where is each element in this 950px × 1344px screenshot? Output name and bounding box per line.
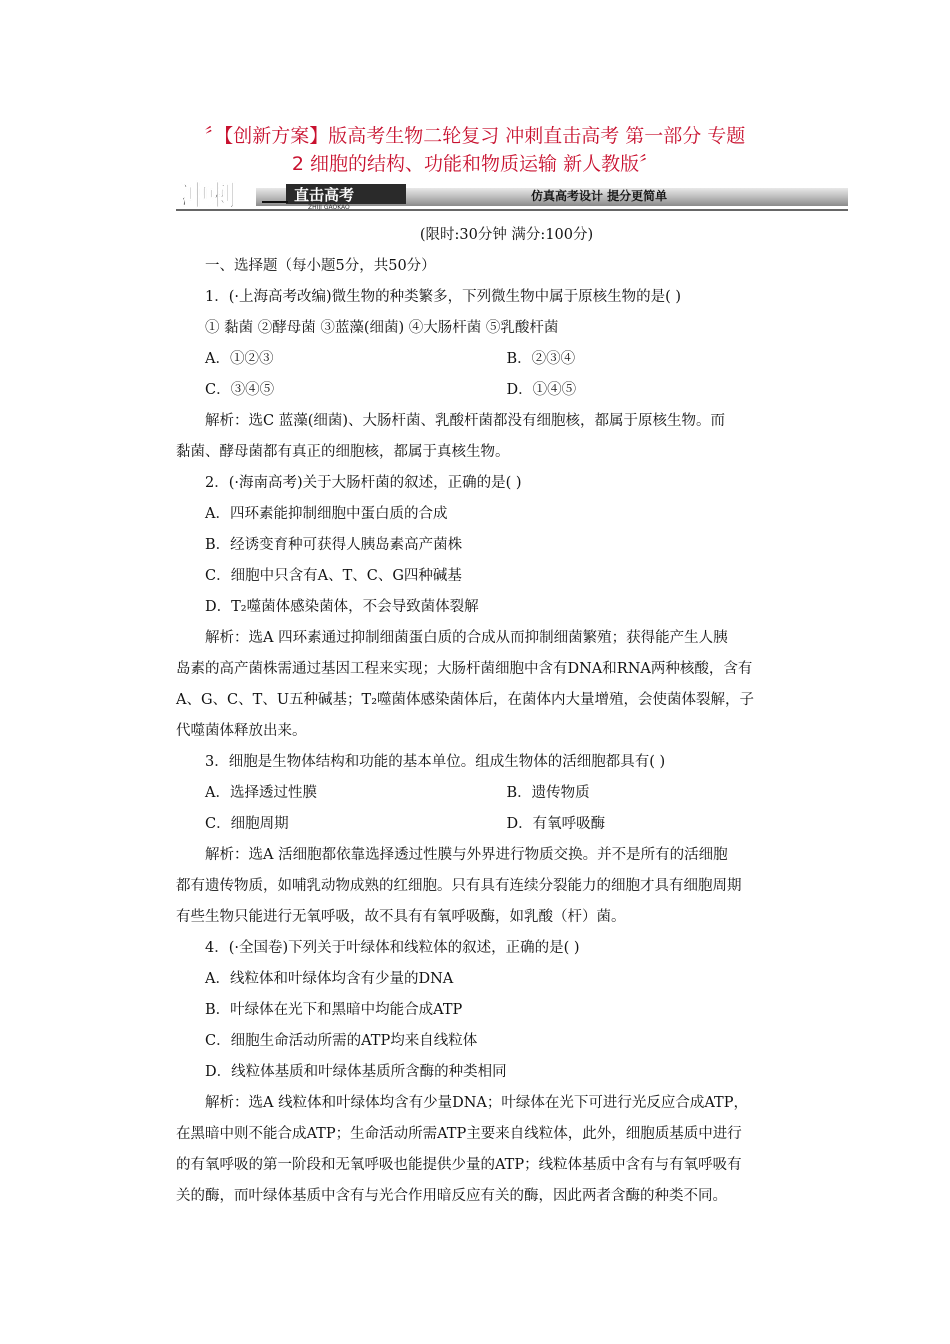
answer-line: 关的酶，而叶绿体基质中含有与光合作用暗反应有关的酶，因此两者含酶的种类不同。 <box>176 1188 727 1204</box>
question-items: ① 黏菌 ②酵母菌 ③蓝藻(细菌) ④大肠杆菌 ⑤乳酸杆菌 <box>205 320 559 336</box>
answer-line: 解析：选C 蓝藻(细菌)、大肠杆菌、乳酸杆菌都没有细胞核，都属于原核生物。而 <box>205 413 726 429</box>
answer-line: 有些生物只能进行无氧呼吸，故不具有有氧呼吸酶，如乳酸（杆）菌。 <box>176 909 626 925</box>
banner-pinyin: ZHIJI GAOKAO <box>308 204 350 211</box>
answer-line: 解析：选A 线粒体和叶绿体均含有少量DNA；叶绿体在光下可进行光反应合成ATP， <box>205 1095 748 1111</box>
option-a: A．线粒体和叶绿体均含有少量的DNA <box>205 971 454 987</box>
content <box>176 220 808 1212</box>
answer-line: 解析：选A 活细胞都依靠选择透过性膜与外界进行物质交换。并不是所有的活细胞 <box>205 847 728 863</box>
option-a: A．①②③ <box>205 351 274 367</box>
option-d: D．线粒体基质和叶绿体基质所含酶的种类相同 <box>205 1064 507 1080</box>
option-d: D．T₂噬菌体感染菌体，不会导致菌体裂解 <box>205 599 479 615</box>
question-3 <box>176 747 808 933</box>
time-limit: (限时:30分钟 满分:100分) <box>419 227 594 243</box>
question-stem: 4．(·全国卷)下列关于叶绿体和线粒体的叙述，正确的是( ) <box>205 940 580 956</box>
option-c: C．细胞中只含有A、T、C、G四种碱基 <box>205 568 462 584</box>
option-d: D．①④⑤ <box>506 382 577 398</box>
option-c: C．细胞生命活动所需的ATP均来自线粒体 <box>205 1033 478 1049</box>
option-b: B．遗传物质 <box>506 785 590 801</box>
section-banner <box>176 180 848 212</box>
banner-graphic <box>176 180 848 212</box>
answer-line: 岛素的高产菌株需通过基因工程来实现；大肠杆菌细胞中含有DNA和RNA两种核酸，含有 <box>176 661 753 677</box>
option-c: C．细胞周期 <box>205 816 289 832</box>
document-title <box>120 122 830 178</box>
question-4 <box>176 933 808 1212</box>
question-1 <box>176 282 808 468</box>
answer-line: 都有遗传物质，如哺乳动物成熟的红细胞。只有具有连续分裂能力的细胞才具有细胞周期 <box>176 878 742 894</box>
option-d: D．有氧呼吸酶 <box>506 816 606 832</box>
question-stem: 1．(·上海高考改编)微生物的种类繁多，下列微生物中属于原核生物的是( ) <box>205 289 682 305</box>
banner-sub-text: 直击高考 <box>294 186 355 204</box>
answer-line: 在黑暗中则不能合成ATP；生命活动所需ATP主要来自线粒体，此外，细胞质基质中进行 <box>176 1126 742 1142</box>
option-b: B．叶绿体在光下和黑暗中均能合成ATP <box>205 1002 463 1018</box>
answer-line: 代噬菌体释放出来。 <box>176 723 307 739</box>
answer-line: 黏菌、酵母菌都有真正的细胞核，都属于真核生物。 <box>176 444 510 460</box>
question-2 <box>176 468 808 747</box>
option-row <box>176 809 808 840</box>
option-b: B．经诱变育种可获得人胰岛素高产菌株 <box>205 537 463 553</box>
answer-line: 解析：选A 四环素通过抑制细菌蛋白质的合成从而抑制细菌繁殖；获得能产生人胰 <box>205 630 728 646</box>
banner-main-text: 冲刺 <box>180 180 237 212</box>
question-stem: 3．细胞是生物体结构和功能的基本单位。组成生物体的活细胞都具有( ) <box>205 754 666 770</box>
title-line-2: 2 细胞的结构、功能和物质运输 新人教版〞 <box>291 153 659 175</box>
option-row <box>176 344 808 375</box>
option-b: B．②③④ <box>506 351 576 367</box>
answer-line: A、G、C、T、U五种碱基；T₂噬菌体感染菌体后，在菌体内大量增殖，会使菌体裂解，子 <box>176 692 755 708</box>
option-row <box>176 375 808 406</box>
title-line-1: 〞【创新方案】版高考生物二轮复习 冲刺直击高考 第一部分 专题 <box>204 125 746 147</box>
answer-line: 的有氧呼吸的第一阶段和无氧呼吸也能提供少量的ATP；线粒体基质中含有与有氧呼吸有 <box>176 1157 742 1173</box>
question-stem: 2．(·海南高考)关于大肠杆菌的叙述，正确的是( ) <box>205 475 522 491</box>
banner-slogan: 仿真高考设计 提分更简单 <box>531 189 668 203</box>
option-c: C．③④⑤ <box>205 382 275 398</box>
option-a: A．四环素能抑制细胞中蛋白质的合成 <box>205 506 448 522</box>
option-a: A．选择透过性膜 <box>205 785 317 801</box>
section-heading: 一、选择题（每小题5分，共50分） <box>205 258 436 274</box>
option-row <box>176 778 808 809</box>
